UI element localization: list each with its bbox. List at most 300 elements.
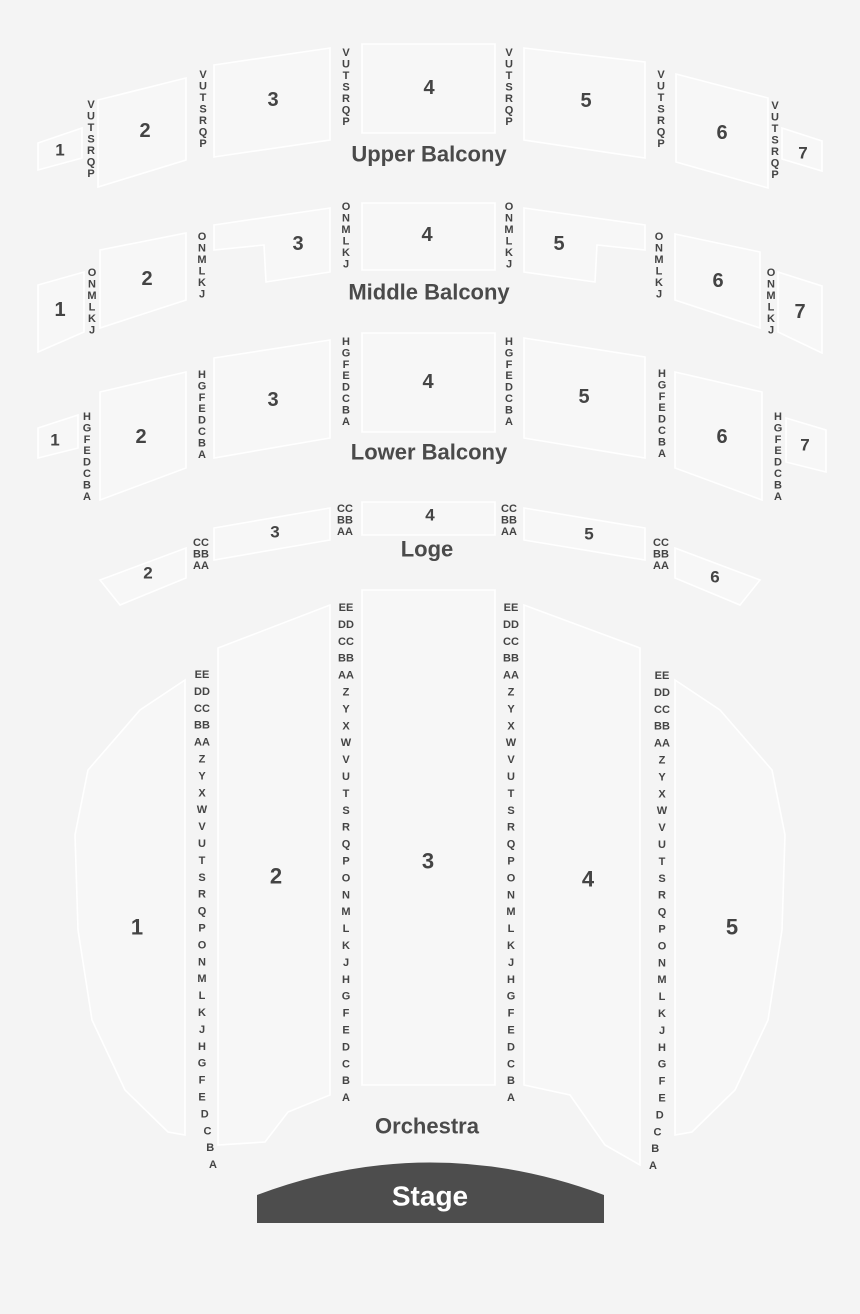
upper-balcony-row-Q: Q: [86, 156, 96, 169]
lower-balcony-row-E: E: [774, 445, 782, 458]
orchestra-row-A: A: [209, 1159, 217, 1172]
orchestra-row-F: F: [342, 1007, 350, 1020]
lower-balcony-rows: [774, 411, 783, 503]
orchestra-section-5[interactable]: [675, 680, 785, 1135]
orchestra-row-P: P: [342, 855, 350, 868]
loge-row-BB: BB: [501, 514, 517, 527]
orchestra-row-H: H: [198, 1040, 206, 1053]
lower-balcony-rows: [198, 369, 207, 461]
orchestra-row-T: T: [658, 855, 666, 868]
lower-balcony-row-F: F: [658, 390, 666, 403]
orchestra-row-Q: Q: [341, 838, 351, 851]
loge-row-CC: CC: [193, 537, 209, 549]
orchestra-row-G: G: [657, 1058, 667, 1071]
lower-balcony-row-F: F: [198, 391, 206, 404]
middle-balcony-rows: [341, 201, 350, 271]
lower-balcony-row-A: A: [83, 490, 91, 503]
lower-balcony-row-F: F: [505, 358, 513, 371]
stage-label: Stage: [391, 1180, 469, 1212]
middle-balcony-row-L: L: [198, 265, 206, 278]
upper-balcony-row-T: T: [505, 70, 513, 82]
middle-balcony-row-J: J: [505, 258, 513, 271]
lower-balcony-row-D: D: [342, 381, 350, 394]
middle-balcony-row-O: O: [197, 231, 207, 243]
orchestra-row-J: J: [342, 956, 350, 969]
loge-row-AA: AA: [653, 560, 669, 572]
lower-balcony-row-B: B: [505, 404, 513, 417]
lower-balcony-section-label-3: 3: [267, 389, 279, 411]
orchestra-row-D: D: [342, 1041, 350, 1054]
middle-balcony-row-M: M: [654, 254, 664, 266]
orchestra-row-BB: BB: [654, 720, 670, 733]
middle-balcony-row-O: O: [766, 267, 776, 279]
lower-balcony-row-A: A: [505, 415, 513, 428]
orchestra-row-E: E: [198, 1091, 206, 1104]
upper-balcony-rows: [199, 69, 208, 150]
upper-balcony-row-R: R: [87, 145, 95, 157]
orchestra-section-3[interactable]: [362, 590, 495, 1085]
orchestra-row-Y: Y: [198, 770, 206, 783]
middle-balcony-row-N: N: [342, 212, 350, 225]
middle-balcony-row-L: L: [655, 265, 663, 278]
lower-balcony-row-F: F: [83, 433, 91, 446]
orchestra-row-S: S: [507, 804, 515, 817]
upper-balcony-row-S: S: [87, 133, 95, 146]
lower-balcony-rows: [505, 336, 514, 428]
orchestra-row-R: R: [507, 821, 515, 834]
middle-balcony-section-label-3: 3: [292, 233, 304, 255]
upper-balcony-row-S: S: [505, 81, 513, 94]
lower-balcony-row-B: B: [342, 404, 350, 417]
upper-balcony-row-P: P: [87, 168, 95, 180]
orchestra-row-B: B: [651, 1143, 660, 1156]
lower-balcony-row-A: A: [658, 447, 666, 460]
orchestra-rows: [194, 669, 217, 1171]
orchestra-row-F: F: [658, 1075, 666, 1088]
upper-balcony-row-R: R: [771, 146, 779, 158]
orchestra-row-H: H: [507, 973, 515, 986]
upper-balcony-row-Q: Q: [198, 126, 208, 139]
upper-balcony-section-label-7: 7: [798, 143, 808, 163]
orchestra-row-H: H: [658, 1041, 666, 1054]
middle-balcony-section-label-6: 6: [712, 270, 724, 292]
orchestra-row-C: C: [507, 1058, 515, 1071]
upper-balcony-row-V: V: [771, 100, 779, 112]
upper-balcony-row-U: U: [342, 58, 350, 71]
upper-balcony-label: Upper Balcony: [351, 141, 507, 167]
orchestra-row-EE: EE: [654, 670, 670, 682]
middle-balcony-section-label-4: 4: [421, 224, 433, 246]
lower-balcony-row-G: G: [82, 422, 92, 435]
lower-balcony-row-G: G: [197, 380, 207, 393]
orchestra-row-K: K: [658, 1008, 666, 1020]
orchestra-row-R: R: [342, 821, 350, 834]
upper-balcony-row-S: S: [657, 103, 665, 116]
upper-balcony-row-U: U: [771, 111, 779, 124]
orchestra-row-U: U: [507, 771, 515, 783]
upper-balcony-section-label-3: 3: [267, 89, 279, 111]
lower-balcony-row-F: F: [342, 358, 350, 371]
lower-balcony-rows: [658, 368, 667, 460]
orchestra-row-L: L: [507, 923, 515, 936]
middle-balcony-section-label-2: 2: [141, 268, 153, 290]
middle-balcony-row-M: M: [504, 224, 514, 236]
orchestra-row-Z: Z: [658, 754, 666, 767]
lower-balcony-row-E: E: [505, 370, 513, 383]
orchestra-row-U: U: [658, 839, 666, 851]
orchestra-row-R: R: [198, 888, 206, 901]
lower-balcony-section-label-2: 2: [135, 426, 147, 448]
orchestra-row-W: W: [656, 805, 668, 818]
orchestra-row-A: A: [507, 1092, 515, 1105]
orchestra-row-S: S: [198, 871, 206, 884]
upper-balcony-row-U: U: [199, 80, 207, 93]
middle-balcony-row-J: J: [767, 324, 775, 337]
orchestra-row-M: M: [506, 906, 516, 919]
orchestra-row-P: P: [507, 855, 515, 868]
lower-balcony-row-G: G: [657, 379, 667, 392]
orchestra-rows: [649, 670, 670, 1172]
orchestra-rows: [338, 602, 354, 1104]
lower-balcony-row-C: C: [198, 426, 206, 438]
upper-balcony-row-T: T: [199, 92, 207, 104]
orchestra-row-F: F: [198, 1074, 206, 1087]
middle-balcony-row-J: J: [198, 288, 206, 301]
middle-balcony-rows: [504, 201, 513, 271]
middle-balcony-row-L: L: [88, 301, 96, 314]
orchestra-row-EE: EE: [338, 602, 354, 614]
upper-balcony: [38, 44, 822, 188]
orchestra-label: Orchestra: [375, 1113, 479, 1139]
middle-balcony-row-K: K: [505, 247, 513, 259]
middle-balcony-section-label-1: 1: [54, 299, 66, 321]
orchestra-row-BB: BB: [503, 652, 519, 665]
middle-balcony-section-label-5: 5: [553, 233, 565, 255]
middle-balcony-row-L: L: [767, 301, 775, 314]
orchestra-row-X: X: [342, 720, 350, 733]
middle-balcony-section-5[interactable]: [524, 208, 645, 282]
loge-row-BB: BB: [337, 514, 353, 527]
middle-balcony-row-N: N: [767, 278, 775, 291]
upper-balcony-row-P: P: [199, 138, 207, 150]
orchestra-row-F: F: [507, 1007, 515, 1020]
orchestra-row-H: H: [342, 973, 350, 986]
middle-balcony-section-label-7: 7: [794, 301, 806, 323]
middle-balcony-row-M: M: [341, 224, 351, 236]
upper-balcony-section-label-6: 6: [716, 122, 728, 144]
orchestra-row-K: K: [198, 1007, 206, 1019]
middle-balcony: [38, 201, 822, 353]
loge-rows: [653, 537, 669, 572]
upper-balcony-section-label-1: 1: [55, 140, 65, 160]
orchestra-row-G: G: [341, 990, 351, 1003]
orchestra-row-W: W: [340, 737, 352, 750]
orchestra-row-DD: DD: [503, 618, 519, 631]
middle-balcony-label: Middle Balcony: [348, 279, 510, 305]
lower-balcony-row-C: C: [342, 393, 350, 405]
orchestra-row-CC: CC: [338, 635, 354, 648]
upper-balcony-row-Q: Q: [504, 104, 514, 117]
middle-balcony-rows: [654, 231, 663, 301]
orchestra-row-V: V: [342, 754, 350, 767]
lower-balcony-row-E: E: [198, 403, 206, 416]
loge-row-CC: CC: [501, 503, 517, 515]
orchestra-row-W: W: [505, 737, 517, 750]
upper-balcony-rows: [505, 47, 514, 128]
orchestra-section-label-5: 5: [725, 914, 739, 940]
lower-balcony-row-C: C: [83, 468, 91, 480]
loge-rows: [501, 503, 517, 538]
loge-section-label-2: 2: [143, 563, 153, 583]
lower-balcony-label: Lower Balcony: [350, 439, 508, 465]
loge-row-BB: BB: [193, 548, 209, 561]
orchestra: [75, 590, 785, 1172]
lower-balcony-row-B: B: [83, 479, 91, 492]
lower-balcony-row-H: H: [658, 368, 666, 380]
lower-balcony-section-label-1: 1: [50, 430, 60, 450]
orchestra-row-J: J: [507, 956, 515, 969]
orchestra-row-C: C: [342, 1058, 350, 1071]
middle-balcony-row-N: N: [505, 212, 513, 225]
orchestra-row-N: N: [658, 957, 666, 970]
upper-balcony-row-Q: Q: [341, 104, 351, 117]
lower-balcony-row-C: C: [658, 425, 666, 437]
orchestra-row-D: D: [200, 1108, 209, 1121]
lower-balcony-row-H: H: [83, 411, 91, 423]
orchestra-row-K: K: [507, 940, 515, 952]
loge-section-label-6: 6: [710, 567, 720, 587]
upper-balcony-rows: [342, 47, 351, 128]
orchestra-row-X: X: [507, 720, 515, 733]
orchestra-row-BB: BB: [338, 652, 354, 665]
orchestra-row-J: J: [198, 1023, 206, 1036]
orchestra-row-D: D: [655, 1109, 664, 1122]
orchestra-row-N: N: [507, 889, 515, 902]
orchestra-row-B: B: [342, 1075, 350, 1088]
orchestra-row-Z: Z: [198, 753, 206, 766]
upper-balcony-row-T: T: [342, 70, 350, 82]
stage: [257, 1163, 604, 1224]
orchestra-row-CC: CC: [654, 703, 670, 716]
lower-balcony-row-E: E: [658, 402, 666, 415]
middle-balcony-rows: [87, 267, 96, 337]
loge-section-label-4: 4: [425, 505, 435, 525]
orchestra-row-U: U: [342, 771, 350, 783]
upper-balcony-section-label-4: 4: [423, 77, 435, 99]
orchestra-row-G: G: [506, 990, 516, 1003]
lower-balcony-row-A: A: [342, 415, 350, 428]
upper-balcony-row-P: P: [505, 116, 513, 128]
orchestra-row-E: E: [507, 1024, 515, 1037]
middle-balcony-row-N: N: [198, 242, 206, 255]
upper-balcony-row-T: T: [87, 122, 95, 134]
upper-balcony-row-R: R: [505, 93, 513, 105]
middle-balcony-section-3[interactable]: [214, 208, 330, 282]
orchestra-row-O: O: [657, 940, 667, 953]
orchestra-row-V: V: [507, 754, 515, 767]
lower-balcony-row-F: F: [774, 433, 782, 446]
lower-balcony-row-H: H: [774, 411, 782, 423]
orchestra-row-M: M: [197, 973, 207, 986]
lower-balcony-section-label-6: 6: [716, 426, 728, 448]
middle-balcony-row-K: K: [655, 277, 663, 289]
orchestra-row-AA: AA: [194, 736, 210, 749]
upper-balcony-row-Q: Q: [770, 157, 780, 170]
upper-balcony-row-S: S: [199, 103, 207, 116]
orchestra-row-AA: AA: [654, 737, 670, 750]
orchestra-row-L: L: [198, 990, 206, 1003]
middle-balcony-row-O: O: [654, 231, 664, 243]
orchestra-row-DD: DD: [194, 685, 210, 698]
orchestra-row-G: G: [197, 1057, 207, 1070]
lower-balcony-row-B: B: [774, 479, 782, 492]
orchestra-row-R: R: [658, 889, 666, 902]
upper-balcony-row-U: U: [505, 58, 513, 71]
middle-balcony-row-K: K: [342, 247, 350, 259]
lower-balcony-row-C: C: [505, 393, 513, 405]
lower-balcony-row-G: G: [341, 347, 351, 360]
orchestra-row-EE: EE: [503, 602, 519, 614]
orchestra-section-label-3: 3: [421, 848, 435, 874]
orchestra-row-S: S: [342, 804, 350, 817]
middle-balcony-row-L: L: [342, 235, 350, 248]
middle-balcony-rows: [766, 267, 775, 337]
middle-balcony-row-K: K: [88, 313, 96, 325]
orchestra-row-A: A: [649, 1160, 657, 1173]
upper-balcony-rows: [657, 69, 666, 150]
middle-balcony-row-L: L: [505, 235, 513, 248]
upper-balcony-row-V: V: [505, 47, 513, 59]
lower-balcony-section-label-7: 7: [800, 435, 810, 455]
middle-balcony-row-M: M: [766, 290, 776, 302]
orchestra-row-Z: Z: [507, 686, 515, 699]
upper-balcony-section-label-2: 2: [139, 120, 151, 142]
upper-balcony-row-T: T: [657, 92, 665, 104]
middle-balcony-row-O: O: [341, 201, 351, 213]
upper-balcony-row-R: R: [342, 93, 350, 105]
orchestra-row-T: T: [507, 787, 515, 800]
orchestra-section-label-2: 2: [269, 863, 283, 889]
upper-balcony-row-R: R: [199, 115, 207, 127]
loge-label: Loge: [400, 536, 454, 562]
upper-balcony-row-S: S: [771, 134, 779, 147]
upper-balcony-row-U: U: [657, 80, 665, 93]
orchestra-row-S: S: [658, 872, 666, 885]
loge-section-label-3: 3: [270, 522, 280, 542]
orchestra-row-Y: Y: [507, 703, 515, 716]
lower-balcony-rows: [342, 336, 351, 428]
middle-balcony-row-M: M: [197, 254, 207, 266]
lower-balcony-row-D: D: [83, 456, 91, 469]
lower-balcony-row-C: C: [774, 468, 782, 480]
orchestra-row-O: O: [341, 872, 351, 885]
lower-balcony-section-label-5: 5: [578, 386, 590, 408]
orchestra-row-L: L: [658, 991, 666, 1004]
orchestra-row-Q: Q: [197, 905, 207, 918]
orchestra-row-P: P: [658, 923, 666, 936]
orchestra-row-X: X: [658, 788, 666, 801]
orchestra-row-CC: CC: [194, 702, 210, 715]
loge-row-AA: AA: [501, 526, 517, 538]
upper-balcony-row-T: T: [771, 123, 779, 135]
orchestra-row-C: C: [653, 1126, 662, 1139]
upper-balcony-row-P: P: [342, 116, 350, 128]
orchestra-row-EE: EE: [194, 669, 210, 681]
orchestra-row-E: E: [658, 1092, 666, 1105]
lower-balcony-row-D: D: [198, 414, 206, 427]
orchestra-row-T: T: [342, 787, 350, 800]
middle-balcony-row-J: J: [655, 288, 663, 301]
loge-row-BB: BB: [653, 548, 669, 561]
orchestra-section-1[interactable]: [75, 680, 185, 1135]
orchestra-row-DD: DD: [654, 686, 670, 699]
middle-balcony-row-O: O: [504, 201, 514, 213]
orchestra-row-Y: Y: [342, 703, 350, 716]
lower-balcony-row-E: E: [83, 445, 91, 458]
lower-balcony-rows: [83, 411, 92, 503]
orchestra-row-P: P: [198, 922, 206, 935]
lower-balcony-row-D: D: [505, 381, 513, 394]
upper-balcony-row-V: V: [87, 99, 95, 111]
lower-balcony-row-D: D: [774, 456, 782, 469]
middle-balcony-row-N: N: [655, 242, 663, 255]
middle-balcony-row-O: O: [87, 267, 97, 279]
loge-row-AA: AA: [337, 526, 353, 538]
lower-balcony-row-G: G: [773, 422, 783, 435]
orchestra-row-K: K: [342, 940, 350, 952]
orchestra-row-AA: AA: [338, 669, 354, 682]
upper-balcony-rows: [87, 99, 96, 180]
orchestra-section-label-1: 1: [130, 914, 144, 940]
orchestra-row-B: B: [507, 1075, 515, 1088]
upper-balcony-row-V: V: [342, 47, 350, 59]
lower-balcony-row-D: D: [658, 413, 666, 426]
upper-balcony-row-P: P: [771, 169, 779, 181]
orchestra-row-T: T: [198, 854, 206, 867]
lower-balcony-row-H: H: [198, 369, 206, 381]
orchestra-row-M: M: [657, 974, 667, 987]
loge-rows: [193, 537, 209, 572]
orchestra-row-BB: BB: [194, 719, 210, 732]
middle-balcony-row-K: K: [767, 313, 775, 325]
lower-balcony-row-H: H: [505, 336, 513, 348]
orchestra-row-N: N: [342, 889, 350, 902]
middle-balcony-row-J: J: [342, 258, 350, 271]
orchestra-row-O: O: [197, 939, 207, 952]
orchestra-row-Y: Y: [658, 771, 666, 784]
orchestra-row-V: V: [658, 822, 666, 835]
orchestra-row-B: B: [206, 1142, 215, 1155]
orchestra-row-J: J: [658, 1024, 666, 1037]
loge-row-CC: CC: [653, 537, 669, 549]
upper-balcony-row-V: V: [199, 69, 207, 81]
upper-balcony-row-S: S: [342, 81, 350, 94]
loge-row-CC: CC: [337, 503, 353, 515]
orchestra-row-C: C: [203, 1125, 212, 1138]
lower-balcony-row-A: A: [774, 490, 782, 503]
orchestra-row-AA: AA: [503, 669, 519, 682]
upper-balcony-row-U: U: [87, 110, 95, 123]
orchestra-row-DD: DD: [338, 618, 354, 631]
orchestra-row-X: X: [198, 787, 206, 800]
middle-balcony-rows: [197, 231, 206, 301]
upper-balcony-row-R: R: [657, 115, 665, 127]
orchestra-section-label-4: 4: [581, 866, 595, 892]
orchestra-row-W: W: [196, 804, 208, 817]
orchestra-row-U: U: [198, 838, 206, 850]
lower-balcony-row-E: E: [342, 370, 350, 383]
lower-balcony-row-A: A: [198, 448, 206, 461]
